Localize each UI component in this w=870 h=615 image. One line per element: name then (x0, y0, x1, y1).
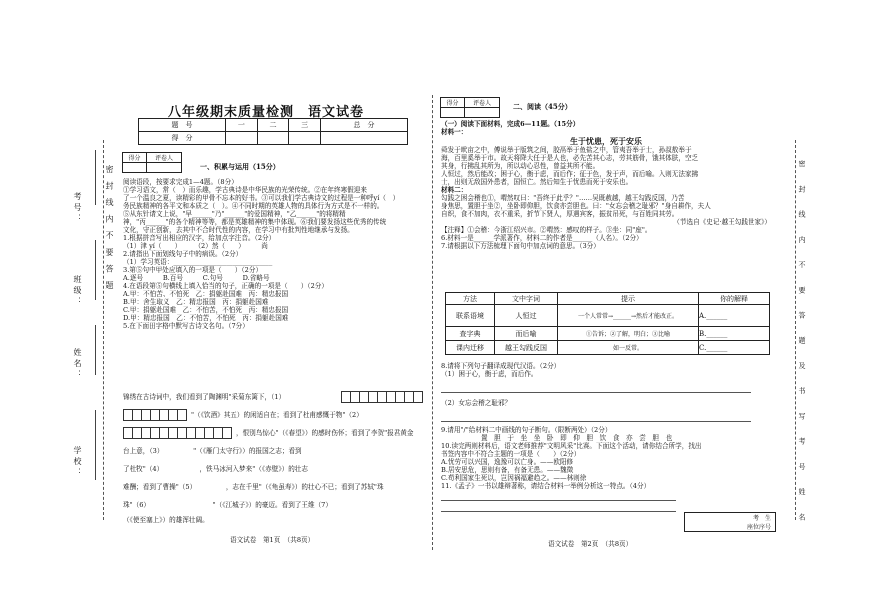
answer-cell[interactable]: C.______ (699, 341, 770, 355)
answer-cell[interactable]: B.______ (699, 327, 770, 341)
question-8: 8.请将下列句子翻译成现代汉语。（2分） (441, 362, 561, 370)
table-header: 你的解释 (699, 293, 770, 305)
material2-label: 材料二： (441, 186, 468, 194)
score-box-input[interactable] (441, 108, 465, 118)
table-cell: ①告诉；②了解，明白；③比喻 (558, 327, 699, 341)
poem-line: 了杜牧"（4） ，铁马冰河入梦来"（《赤壁》）的壮志 (123, 465, 308, 473)
material1-line: 士，出则无敌国外患者，国恒亡。然后知生于忧患而死于安乐也。 (441, 178, 633, 186)
passage-line: ①学习语文，常（ ）而乐趣，学古典诗是中华民族的光荣传统。②在年终寒假迎来 (123, 186, 367, 194)
poem-line: 锦绣在古诗词中，我们看到了陶渊明"采菊东篱下，（1） (123, 393, 286, 401)
table-header: 提示 (558, 293, 699, 305)
table-cell: 如一反常。 (558, 341, 699, 355)
table-cell: 而后喻 (495, 327, 558, 341)
passage-line: 神，"丙______"的各个精神等等，都是英雄精神的集中体现。⑥我们要发扬这些优秀的传统 (123, 218, 387, 226)
score-input-2[interactable] (257, 132, 289, 145)
poem-fill-area (123, 388, 423, 526)
question-2: 2.请指出下面划线句子中的病误。（2分） (123, 250, 243, 258)
poem-line: 珠"（6） "（《江城子》）的豪迈。看到了王维（7） (123, 501, 332, 509)
grader-input[interactable] (464, 108, 499, 118)
section2-body-lower (441, 362, 771, 512)
section2-heading: 二、阅读（45分） (513, 102, 572, 111)
question-7: 7.请根据以下方法梳理下面句中加点词的意思。（3分） (441, 242, 600, 250)
section2-body (441, 120, 771, 250)
table-row (446, 327, 770, 341)
poem-line: 台上意，（3） "（《雁门太守行》）的报国之志；看到 (123, 447, 302, 455)
table-cell: 一个人常常→______→然后才能改正。 (558, 305, 699, 327)
score-input-1[interactable] (226, 132, 258, 145)
score-box-input[interactable] (123, 163, 147, 173)
material1-line: 其身，行拂乱其所为，所以动心忍性，曾益其所不能。 (441, 162, 600, 170)
grader-label: 评卷人 (146, 153, 181, 163)
answer-line[interactable] (441, 490, 676, 501)
footer-right: 语文试卷 第2页 （共8页） (548, 540, 633, 548)
question-3: 3.第⑤句中甲处应填入的一项是（ ）（2分） (123, 266, 263, 274)
part-a-heading: （一）阅读下面材料，完成6—11题。（15分） (441, 120, 580, 128)
question-4: 4.在语段第⑤句横线上填入恰当的句子，正确的一项是（ ）（2分） (123, 282, 328, 290)
poem-line: 难酬；看到了曹操"（5） ，志在千里"（《龟虽寿》）的壮心不已；看到了苏轼"珠 (123, 483, 384, 491)
field-underline-3 (95, 325, 96, 375)
passage-line: 文化，守正创新，去其中不合时代性的内容，在学习中有批判性地继承与发扬。 (123, 226, 354, 234)
score-cell-2: 二 (257, 119, 289, 132)
question-1-items: （1）津 yí（ ） （2）然（ ） 尚 (123, 242, 268, 250)
fill-grid[interactable] (341, 391, 423, 403)
question-3-options: A.逐号 B.百号 C.句号 D.省略号 (123, 274, 270, 282)
answer-line[interactable] (441, 501, 676, 512)
school-label: 学校： (73, 446, 82, 479)
material1-line: 舜发于畎亩之中，傅说举于版筑之间，胶鬲举于鱼盐之中，管夷吾举于士，孙叔敖举于 (441, 146, 692, 154)
footer-left: 语文试卷 第1页 （共8页） (230, 536, 315, 544)
question-4-option-b: B.甲：舍生取义 乙：精忠报国 丙：捐躯赴国难 (123, 298, 269, 306)
score-row-label: 得 分 (139, 132, 226, 145)
page-divider (432, 95, 433, 550)
binding-line-right (795, 140, 796, 520)
table-header: 文中字词 (495, 293, 558, 305)
question-10-option-b: B.居安思危，思则有备，有备无患。——魏徵 (441, 466, 574, 474)
annotation-note: 【注释】①会稽：今浙江绍兴市。②喟然：感叹的样子。③坐：同"座"。 (441, 226, 652, 234)
material1-line: 海，百里奚举于市。故天将降大任于是人也，必先苦其心志，劳其筋骨，饿其体肤，空乏 (441, 154, 699, 162)
material2-line: 勾践之困会稽也①，喟然叹曰："吾终于此乎？"……吴既赦越，越王勾践反国，乃苦 (441, 194, 685, 202)
seat-label: 考 生 (685, 513, 776, 523)
field-underline-2 (95, 240, 96, 300)
material2-line: 自织，食不加肉，衣不重采，折节下贤人，厚遇宾客，振贫吊死，与百姓同其劳。 (441, 210, 679, 218)
material1-title: 生于忧患，死于安乐 (570, 136, 642, 146)
section1-heading: 一、积累与运用（15分） (200, 162, 280, 171)
question-10: 10.读完两则材料后，语文老师推荐"文明风采"比赛。下面这个活动，请你结合所学，找出 (441, 442, 702, 450)
question-10-option-c: C.苟利国家生死以，岂因祸福避趋之。——林则徐 (441, 474, 587, 482)
question-4-option-a: A.甲：不怕苦、不怕死 乙：捐躯赴国难 丙：精忠报国 (123, 290, 289, 298)
question-6: 6.材料一是______学派著作，材料二的作者是______（人名）。（2分） (441, 234, 643, 242)
table-header: 方法 (446, 293, 495, 305)
question-4-option-d: D.甲：精忠报国 乙：不怕苦，不怕死 丙：捐躯赴国难 (123, 314, 289, 322)
seal-text: 密 封 线 内 不 要 答 题 (105, 165, 114, 292)
table-row (446, 305, 770, 327)
section2-score-box (440, 97, 500, 118)
name-label: 姓名： (73, 348, 82, 381)
passage-line: 了一个温良之夏，读精彩的甲骨不忘本的好书。③可以我们学古典诗文的过程是一种呼yí（ ） (123, 194, 400, 202)
question-8-2: （2）女忘会稽之耻邪？ (441, 399, 512, 407)
seat-label: 座位序号 (685, 522, 776, 532)
table-cell: 查字典 (446, 327, 495, 341)
question-9-sentence[interactable]: 置 胆 于 坐 坐 卧 即 仰 胆 饮 食 亦 尝 胆 也 (481, 434, 673, 442)
question-4-option-c: C.甲：捐躯赴国难 乙：不怕苦，不怕死 丙：精忠报国 (123, 306, 289, 314)
source-citation: （节选自《史记·越王勾践世家》） (673, 218, 771, 226)
exam-title: 八年级期末质量检测 语文试卷 (168, 105, 365, 120)
question-10-option-a: A.忧劳可以兴国，逸豫可以亡身。——欧阳修 (441, 458, 574, 466)
passage-line: ⑤从东针请文上说，"早______"乃"______"的爱国精神，"乙______"的将精精 (123, 210, 346, 218)
score-cell-1: 一 (226, 119, 258, 132)
score-cell-3: 三 (289, 119, 321, 132)
answer-line[interactable] (441, 380, 751, 393)
score-input-total[interactable] (320, 132, 407, 145)
question-1: 1.根据拼音写出相应的汉字，给加点字注音。（2分） (123, 234, 276, 242)
score-input-3[interactable] (289, 132, 321, 145)
table-cell: 联系语境 (446, 305, 495, 327)
answer-cell[interactable]: A.______ (699, 305, 770, 327)
table-cell: 课内迁移 (446, 341, 495, 355)
right-seal-text: 密 封 线 内 不 要 答 题 及 书 写 考 号 姓 名 (798, 160, 806, 529)
score-cell-total: 总 分 (320, 119, 407, 132)
poem-line: （《使至塞上》）的雄浑壮阔。 (123, 516, 209, 524)
material2-line: 身焦思，置胆于坐②，坐卧即仰胆，饮食亦尝胆也。曰："女忘会稽之耻邪？"身自耕作，夫人 (441, 202, 711, 210)
section1-score-box (122, 152, 182, 173)
score-cell-label: 题 号 (139, 119, 226, 132)
question-5: 5.在下面田字格中默写古诗文名句。（7分） (123, 322, 249, 330)
grader-input[interactable] (146, 163, 181, 173)
question-8-1: （1）困于心，衡于虑，而后作。 (441, 370, 538, 378)
question-11: 11.《孟子》一书以雄辩著称，请结合材料一举例分析这一特点。（4分） (441, 482, 651, 490)
question-10-line: 书签内容中不符合主题的一项是（ ）（2分） (441, 450, 581, 458)
fill-grid[interactable] (123, 409, 187, 421)
question-9: 9.请用"/"给材料二中画线的句子断句。（限断两处）（2分） (441, 426, 612, 434)
score-box-label: 得分 (123, 153, 147, 163)
score-table (138, 118, 408, 145)
seat-number-box (684, 512, 776, 532)
poem-line: ，恨别鸟惊心"（《春望》）的感时伤怀；看到了李贺"报君黄金 (236, 429, 414, 437)
method-table (445, 292, 770, 355)
section1-body (123, 178, 428, 330)
field-underline-4 (95, 410, 96, 480)
score-box-label: 得分 (441, 98, 465, 108)
field-underline-1 (95, 150, 96, 205)
answer-line[interactable] (441, 409, 751, 422)
fill-grid[interactable] (123, 427, 232, 439)
passage-line: 务民族精神的各平文和本质之（ ）。④不同时期的英雄人物的具体行为方式是不一样的。 (123, 202, 384, 210)
class-label: 班级： (73, 275, 82, 308)
material1-label: 材料一： (441, 128, 468, 136)
table-cell: 越王勾践反国 (495, 341, 558, 355)
exam-number-label: 考号： (73, 192, 82, 225)
question-2-answer[interactable]: （1）学习英语：______________________________ (123, 258, 273, 266)
grader-label: 评卷人 (464, 98, 499, 108)
table-cell: 人恒过 (495, 305, 558, 327)
poem-line: "（《饮酒》其五）的闲适自在；看到了杜甫感慨于物"（2） (191, 411, 363, 419)
material1-line: 人恒过，然后能改；困于心，衡于虑，而后作；征于色，发于声，而后喻。入则无法家拂 (441, 170, 699, 178)
section1-intro: 阅读语段，按要求完成1—4题。（8分） (123, 178, 238, 186)
table-row (446, 341, 770, 355)
binding-fields (72, 150, 96, 520)
